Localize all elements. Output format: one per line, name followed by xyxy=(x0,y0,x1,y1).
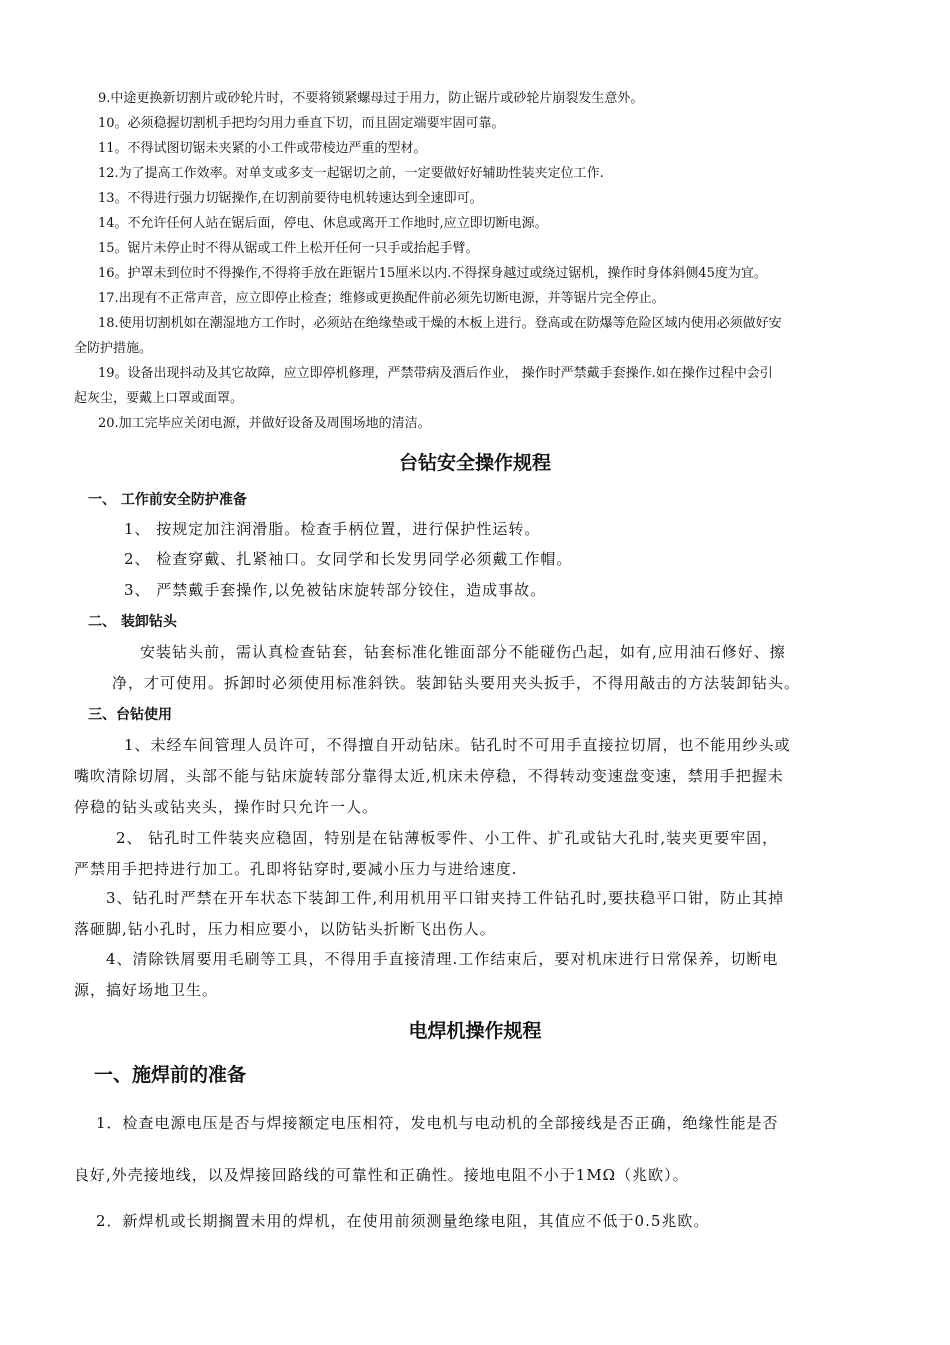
drill-para-line: 停稳的钻头或钻夹头，操作时只允许一人。 xyxy=(74,798,379,816)
welder-section-title: 电焊机操作规程 xyxy=(408,1020,542,1042)
drill-para-line: 4、清除铁屑要用毛刷等工具，不得用手直接清理.工作结束后，要对机床进行日常保养，切断电 xyxy=(106,950,779,968)
drill-para-line: 1、未经车间管理人员许可，不得擅自开动钻床。钻孔时不可用手直接拉切屑，也不能用纱头或 xyxy=(124,736,791,754)
list-item: 12.为了提高工作效率。对单支或多支一起锯切之前，一定要做好好辅助性装夹定位工作. xyxy=(98,166,604,181)
drill-para-line: 严禁用手把持进行加工。孔即将钻穿时,要减小压力与进给速度. xyxy=(74,860,518,878)
drill-section-title: 台钻安全操作规程 xyxy=(398,452,551,474)
list-item: 13。不得进行强力切锯操作,在切割前要待电机转速达到全速即可。 xyxy=(98,191,483,206)
list-item: 11。不得试图切锯未夹紧的小工件或带棱边严重的型材。 xyxy=(98,141,427,156)
welder-para-line: 1．检查电源电压是否与焊接额定电压相符，发电机与电动机的全部接线是否正确，绝缘性能是否 xyxy=(96,1114,779,1132)
drill-sec1-item: 2、 检查穿戴、扎紧袖口。女同学和长发男同学必须戴工作帽。 xyxy=(124,550,573,568)
drill-para-line: 3、钻孔时严禁在开车状态下装卸工件,利用机用平口钳夹持工件钻孔时,要扶稳平口钳，防止其掉 xyxy=(106,889,785,907)
list-item: 15。锯片未停止时不得从锯或工件上松开任何一只手或抬起手臂。 xyxy=(98,241,479,256)
list-item: 18.使用切割机如在潮湿地方工作时，必须站在绝缘垫或干燥的木板上进行。登高或在防爆等危险区域内使用必须做好安 xyxy=(98,316,782,331)
drill-para-line: 2、 钻孔时工件装夹应稳固，特别是在钻薄板零件、小工件、扩孔或钻大孔时,装夹更要牢固， xyxy=(116,829,779,847)
list-item-continuation: 起灰尘，要戴上口罩或面罩。 xyxy=(74,391,244,406)
list-item-continuation: 全防护措施。 xyxy=(74,341,153,356)
drill-sec3-heading: 三、台钻使用 xyxy=(88,707,172,723)
list-item: 17.出现有不正常声音，应立即停止检查；维修或更换配件前必须先切断电源，并等锯片完全停止。 xyxy=(98,291,665,306)
drill-sec2-text: 安装钻头前，需认真检查钻套，钻套标准化锥面部分不能碰伤凸起，如有,应用油石修好、擦 xyxy=(140,643,786,661)
cutter-rules-list xyxy=(0,86,950,436)
list-item: 16。护罩未到位时不得操作,不得将手放在距锯片15厘米以内.不得探身越过或绕过锯机，操作时身体斜侧45度为宜。 xyxy=(98,266,767,281)
list-item: 19。设备出现抖动及其它故障，应立即停机修理，严禁带病及酒后作业， 操作时严禁戴手套操作.如在操作过程中会引 xyxy=(98,366,773,381)
drill-sec1-item: 3、 严禁戴手套操作,以免被钻床旋转部分铰住，造成事故。 xyxy=(124,581,547,599)
welder-sec1-heading: 一、施焊前的准备 xyxy=(94,1064,247,1086)
drill-para-line: 嘴吹清除切屑，头部不能与钻床旋转部分靠得太近,机床未停稳，不得转动变速盘变速，禁用手把握未 xyxy=(74,767,784,785)
drill-para-line: 落砸脚,钻小孔时，压力相应要小，以防钻头折断飞出伤人。 xyxy=(74,920,496,938)
list-item: 14。不允许任何人站在锯后面，停电、休息或离开工作地时,应立即切断电源。 xyxy=(98,216,548,231)
drill-sec1-item: 1、 按规定加注润滑脂。检查手柄位置，进行保护性运转。 xyxy=(124,520,541,538)
welder-para-line: 2．新焊机或长期搁置未用的焊机，在使用前须测量绝缘电阻，其值应不低于0.5兆欧。 xyxy=(96,1212,710,1230)
welder-para-line: 良好,外壳接地线，以及焊接回路线的可靠性和正确性。接地电阻不小于1MΩ（兆欧）。 xyxy=(74,1166,689,1184)
list-item: 10。必须稳握切割机手把均匀用力垂直下切，而且固定端要牢固可靠。 xyxy=(98,116,505,131)
list-item: 9.中途更换新切割片或砂轮片时，不要将锁紧螺母过于用力，防止锯片或砂轮片崩裂发生意外。 xyxy=(98,91,644,106)
drill-para-line: 源，搞好场地卫生。 xyxy=(74,981,219,999)
drill-sec2-heading: 二、 装卸钻头 xyxy=(88,614,177,630)
drill-sec1-heading: 一、 工作前安全防护准备 xyxy=(88,492,247,508)
list-item: 20.加工完毕应关闭电源，并做好设备及周围场地的清洁。 xyxy=(98,416,431,431)
drill-sec2-text: 净，才可使用。拆卸时必须使用标准斜铁。装卸钻头要用夹头扳手，不得用敲击的方法装卸钻头。 xyxy=(112,674,801,692)
